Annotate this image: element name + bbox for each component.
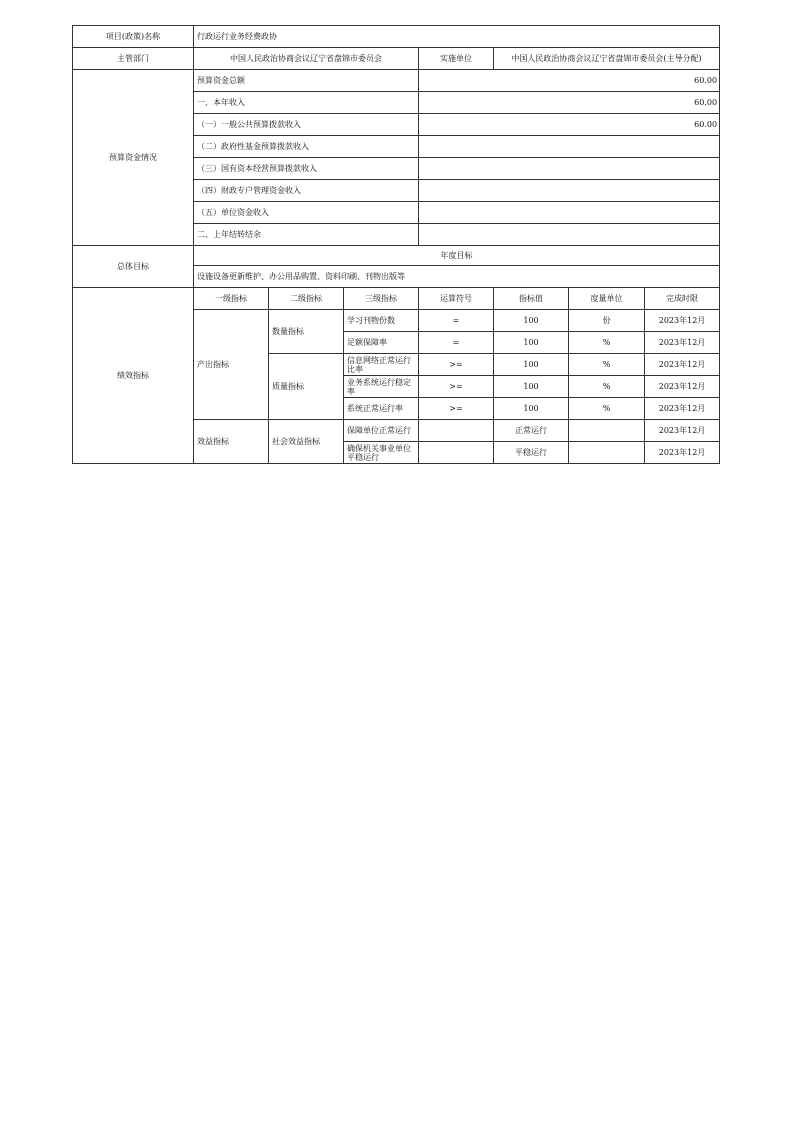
target-value: 100 [494, 310, 569, 332]
budget-item-value: 60.00 [419, 92, 720, 114]
budget-section-label: 预算资金情况 [73, 70, 194, 246]
goal-header-row [73, 246, 720, 266]
unit [569, 442, 645, 464]
goal-text: 设施设备更新维护、办公用品购置、资料印刷、刊物出版等 [194, 266, 720, 288]
unit: % [569, 332, 645, 354]
deadline: 2023年12月 [645, 310, 720, 332]
dept-label: 主管部门 [73, 48, 194, 70]
target-value: 正常运行 [494, 420, 569, 442]
column-header: 完成时限 [645, 288, 720, 310]
budget-row [73, 70, 720, 92]
column-header: 指标值 [494, 288, 569, 310]
dept-row [73, 48, 720, 70]
target-value: 100 [494, 376, 569, 398]
deadline: 2023年12月 [645, 420, 720, 442]
level2-indicator: 社会效益指标 [269, 420, 344, 464]
column-header: 运算符号 [419, 288, 494, 310]
unit: % [569, 398, 645, 420]
performance-target-sheet [72, 25, 719, 464]
operator [419, 420, 494, 442]
operator: >= [419, 398, 494, 420]
level3-indicator: 确保机关事业单位平稳运行 [344, 442, 419, 464]
level2-indicator: 数量指标 [269, 310, 344, 354]
level1-indicator: 效益指标 [194, 420, 269, 464]
column-header: 二级指标 [269, 288, 344, 310]
deadline: 2023年12月 [645, 442, 720, 464]
unit: % [569, 354, 645, 376]
operator: = [419, 310, 494, 332]
operator [419, 442, 494, 464]
budget-item-label: 一、本年收入 [194, 92, 419, 114]
performance-header-row [73, 288, 720, 310]
column-header: 一级指标 [194, 288, 269, 310]
deadline: 2023年12月 [645, 398, 720, 420]
operator: >= [419, 354, 494, 376]
level1-indicator: 产出指标 [194, 310, 269, 420]
impl-label: 实施单位 [419, 48, 494, 70]
column-header: 度量单位 [569, 288, 645, 310]
level3-indicator: 信息网络正常运行比率 [344, 354, 419, 376]
performance-section-label: 绩效指标 [73, 288, 194, 464]
target-value: 100 [494, 332, 569, 354]
operator: >= [419, 376, 494, 398]
budget-item-label: （三）国有资本经营预算拨款收入 [194, 158, 419, 180]
budget-item-value: 60.00 [419, 70, 720, 92]
unit: % [569, 376, 645, 398]
budget-item-label: （一）一般公共预算拨款收入 [194, 114, 419, 136]
target-value: 100 [494, 354, 569, 376]
budget-item-value [419, 180, 720, 202]
deadline: 2023年12月 [645, 354, 720, 376]
budget-item-label: （二）政府性基金预算拨款收入 [194, 136, 419, 158]
budget-item-value [419, 202, 720, 224]
budget-item-value: 60.00 [419, 114, 720, 136]
level2-indicator: 质量指标 [269, 354, 344, 420]
goal-header: 年度目标 [194, 246, 720, 266]
operator: = [419, 332, 494, 354]
level3-indicator: 学习刊物份数 [344, 310, 419, 332]
budget-item-label: 预算资金总额 [194, 70, 419, 92]
target-value: 100 [494, 398, 569, 420]
column-header: 三级指标 [344, 288, 419, 310]
level3-indicator: 业务系统运行稳定率 [344, 376, 419, 398]
level3-indicator: 保障单位正常运行 [344, 420, 419, 442]
project-value: 行政运行业务经费政协 [194, 26, 720, 48]
project-row [73, 26, 720, 48]
unit: 份 [569, 310, 645, 332]
budget-item-value [419, 158, 720, 180]
goal-section-label: 总体目标 [73, 246, 194, 288]
level3-indicator: 足额保障率 [344, 332, 419, 354]
target-value: 平稳运行 [494, 442, 569, 464]
deadline: 2023年12月 [645, 332, 720, 354]
project-label: 项目(政策)名称 [73, 26, 194, 48]
dept-value: 中国人民政治协商会议辽宁省盘锦市委员会 [194, 48, 419, 70]
impl-value: 中国人民政治协商会议辽宁省盘锦市委员会(主导分配) [494, 48, 720, 70]
budget-item-label: 二、上年结转结余 [194, 224, 419, 246]
budget-item-value [419, 224, 720, 246]
unit [569, 420, 645, 442]
deadline: 2023年12月 [645, 376, 720, 398]
budget-item-label: （五）单位资金收入 [194, 202, 419, 224]
budget-item-value [419, 136, 720, 158]
level3-indicator: 系统正常运行率 [344, 398, 419, 420]
budget-item-label: （四）财政专户管理资金收入 [194, 180, 419, 202]
performance-target-table [72, 25, 720, 464]
